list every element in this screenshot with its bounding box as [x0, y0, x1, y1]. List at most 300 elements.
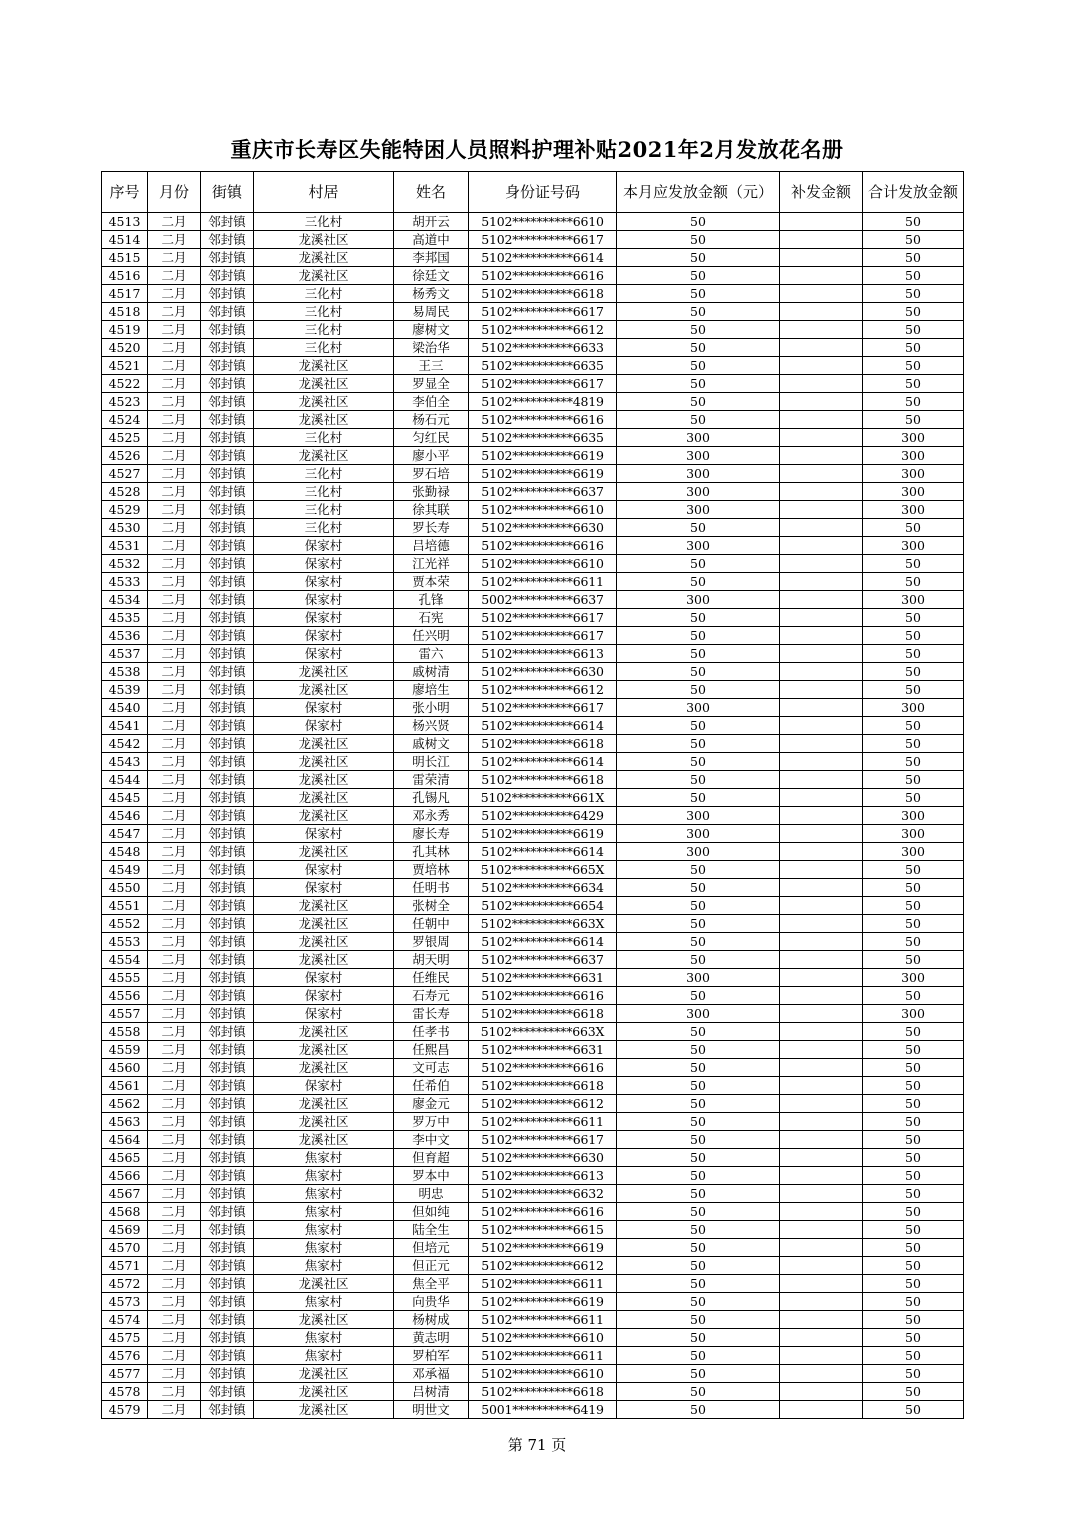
table-row [102, 411, 964, 429]
village-cell: 保家村 [254, 555, 394, 573]
total-amount-cell: 50 [863, 897, 964, 915]
village-cell: 三化村 [254, 501, 394, 519]
month-cell: 二月 [148, 393, 201, 411]
monthly-amount-cell: 50 [617, 1347, 780, 1365]
total-amount-cell: 50 [863, 1167, 964, 1185]
supplement-amount-cell [780, 789, 863, 807]
table-row [102, 1095, 964, 1113]
table-row [102, 1257, 964, 1275]
village-cell: 保家村 [254, 609, 394, 627]
monthly-amount-cell: 300 [617, 537, 780, 555]
serial-number-cell: 4572 [102, 1275, 148, 1293]
monthly-amount-cell: 50 [617, 897, 780, 915]
town-cell: 邻封镇 [201, 1311, 254, 1329]
village-cell: 保家村 [254, 591, 394, 609]
monthly-amount-cell: 50 [617, 573, 780, 591]
column-header: 街镇 [201, 172, 254, 213]
serial-number-cell: 4536 [102, 627, 148, 645]
table-row [102, 789, 964, 807]
supplement-amount-cell [780, 357, 863, 375]
total-amount-cell: 50 [863, 663, 964, 681]
month-cell: 二月 [148, 519, 201, 537]
village-cell: 焦家村 [254, 1149, 394, 1167]
monthly-amount-cell: 50 [617, 1167, 780, 1185]
village-cell: 保家村 [254, 645, 394, 663]
total-amount-cell: 300 [863, 969, 964, 987]
village-cell: 龙溪社区 [254, 771, 394, 789]
village-cell: 保家村 [254, 699, 394, 717]
village-cell: 焦家村 [254, 1221, 394, 1239]
name-cell: 邓承福 [394, 1365, 469, 1383]
supplement-amount-cell [780, 303, 863, 321]
serial-number-cell: 4570 [102, 1239, 148, 1257]
total-amount-cell: 50 [863, 285, 964, 303]
total-amount-cell: 50 [863, 1077, 964, 1095]
month-cell: 二月 [148, 339, 201, 357]
month-cell: 二月 [148, 429, 201, 447]
monthly-amount-cell: 50 [617, 1185, 780, 1203]
monthly-amount-cell: 50 [617, 1257, 780, 1275]
month-cell: 二月 [148, 1239, 201, 1257]
month-cell: 二月 [148, 213, 201, 231]
supplement-amount-cell [780, 501, 863, 519]
monthly-amount-cell: 50 [617, 231, 780, 249]
supplement-amount-cell [780, 1257, 863, 1275]
id-number-cell: 5102**********6631 [469, 1041, 617, 1059]
town-cell: 邻封镇 [201, 1239, 254, 1257]
total-amount-cell: 50 [863, 375, 964, 393]
monthly-amount-cell: 50 [617, 1041, 780, 1059]
supplement-amount-cell [780, 1329, 863, 1347]
serial-number-cell: 4544 [102, 771, 148, 789]
month-cell: 二月 [148, 591, 201, 609]
serial-number-cell: 4577 [102, 1365, 148, 1383]
id-number-cell: 5102**********6618 [469, 1077, 617, 1095]
town-cell: 邻封镇 [201, 1293, 254, 1311]
table-body [102, 213, 964, 1419]
table-row [102, 645, 964, 663]
id-number-cell: 5102**********6614 [469, 933, 617, 951]
name-cell: 廖树文 [394, 321, 469, 339]
town-cell: 邻封镇 [201, 645, 254, 663]
table-row [102, 1059, 964, 1077]
supplement-amount-cell [780, 339, 863, 357]
month-cell: 二月 [148, 735, 201, 753]
town-cell: 邻封镇 [201, 789, 254, 807]
table-row [102, 1203, 964, 1221]
supplement-amount-cell [780, 1005, 863, 1023]
id-number-cell: 5102**********6612 [469, 681, 617, 699]
supplement-amount-cell [780, 1311, 863, 1329]
id-number-cell: 5102**********6612 [469, 321, 617, 339]
name-cell: 徐廷文 [394, 267, 469, 285]
id-number-cell: 5102**********663X [469, 1023, 617, 1041]
table-row [102, 339, 964, 357]
table-row [102, 771, 964, 789]
name-cell: 罗显全 [394, 375, 469, 393]
serial-number-cell: 4562 [102, 1095, 148, 1113]
serial-number-cell: 4567 [102, 1185, 148, 1203]
month-cell: 二月 [148, 1275, 201, 1293]
town-cell: 邻封镇 [201, 555, 254, 573]
monthly-amount-cell: 50 [617, 1383, 780, 1401]
table-row [102, 1221, 964, 1239]
id-number-cell: 5102**********6618 [469, 1383, 617, 1401]
monthly-amount-cell: 50 [617, 411, 780, 429]
village-cell: 龙溪社区 [254, 447, 394, 465]
month-cell: 二月 [148, 627, 201, 645]
town-cell: 邻封镇 [201, 447, 254, 465]
month-cell: 二月 [148, 1077, 201, 1095]
village-cell: 保家村 [254, 879, 394, 897]
total-amount-cell: 50 [863, 267, 964, 285]
table-row [102, 861, 964, 879]
table-row [102, 249, 964, 267]
town-cell: 邻封镇 [201, 735, 254, 753]
month-cell: 二月 [148, 1293, 201, 1311]
town-cell: 邻封镇 [201, 1149, 254, 1167]
total-amount-cell: 50 [863, 1329, 964, 1347]
month-cell: 二月 [148, 483, 201, 501]
column-header: 补发金额 [780, 172, 863, 213]
month-cell: 二月 [148, 1329, 201, 1347]
name-cell: 廖小平 [394, 447, 469, 465]
village-cell: 焦家村 [254, 1185, 394, 1203]
total-amount-cell: 300 [863, 843, 964, 861]
monthly-amount-cell: 50 [617, 519, 780, 537]
id-number-cell: 5102**********6614 [469, 717, 617, 735]
table-row [102, 1275, 964, 1293]
serial-number-cell: 4532 [102, 555, 148, 573]
name-cell: 任兴明 [394, 627, 469, 645]
serial-number-cell: 4558 [102, 1023, 148, 1041]
serial-number-cell: 4522 [102, 375, 148, 393]
id-number-cell: 5102**********6610 [469, 555, 617, 573]
serial-number-cell: 4535 [102, 609, 148, 627]
supplement-amount-cell [780, 1185, 863, 1203]
monthly-amount-cell: 50 [617, 357, 780, 375]
supplement-amount-cell [780, 591, 863, 609]
town-cell: 邻封镇 [201, 1095, 254, 1113]
total-amount-cell: 50 [863, 1293, 964, 1311]
monthly-amount-cell: 50 [617, 555, 780, 573]
month-cell: 二月 [148, 537, 201, 555]
name-cell: 任孝书 [394, 1023, 469, 1041]
supplement-amount-cell [780, 717, 863, 735]
supplement-amount-cell [780, 483, 863, 501]
village-cell: 龙溪社区 [254, 1131, 394, 1149]
month-cell: 二月 [148, 1059, 201, 1077]
village-cell: 龙溪社区 [254, 249, 394, 267]
column-header: 序号 [102, 172, 148, 213]
id-number-cell: 5102**********6637 [469, 951, 617, 969]
total-amount-cell: 50 [863, 1041, 964, 1059]
town-cell: 邻封镇 [201, 321, 254, 339]
name-cell: 孔锋 [394, 591, 469, 609]
month-cell: 二月 [148, 249, 201, 267]
id-number-cell: 5102**********6619 [469, 447, 617, 465]
month-cell: 二月 [148, 447, 201, 465]
serial-number-cell: 4516 [102, 267, 148, 285]
village-cell: 三化村 [254, 303, 394, 321]
total-amount-cell: 300 [863, 699, 964, 717]
id-number-cell: 5102**********6630 [469, 663, 617, 681]
name-cell: 罗石培 [394, 465, 469, 483]
total-amount-cell: 50 [863, 1275, 964, 1293]
serial-number-cell: 4520 [102, 339, 148, 357]
monthly-amount-cell: 50 [617, 375, 780, 393]
name-cell: 但培元 [394, 1239, 469, 1257]
monthly-amount-cell: 300 [617, 447, 780, 465]
table-row [102, 609, 964, 627]
serial-number-cell: 4550 [102, 879, 148, 897]
total-amount-cell: 50 [863, 1239, 964, 1257]
total-amount-cell: 50 [863, 411, 964, 429]
town-cell: 邻封镇 [201, 375, 254, 393]
page-number: 第 71 页 [507, 1436, 567, 1454]
table-row [102, 1041, 964, 1059]
monthly-amount-cell: 50 [617, 1203, 780, 1221]
town-cell: 邻封镇 [201, 951, 254, 969]
serial-number-cell: 4513 [102, 213, 148, 231]
town-cell: 邻封镇 [201, 1275, 254, 1293]
name-cell: 罗长寿 [394, 519, 469, 537]
serial-number-cell: 4534 [102, 591, 148, 609]
monthly-amount-cell: 50 [617, 1023, 780, 1041]
name-cell: 任维民 [394, 969, 469, 987]
town-cell: 邻封镇 [201, 429, 254, 447]
supplement-amount-cell [780, 1365, 863, 1383]
village-cell: 三化村 [254, 285, 394, 303]
town-cell: 邻封镇 [201, 501, 254, 519]
month-cell: 二月 [148, 843, 201, 861]
id-number-cell: 5102**********6630 [469, 519, 617, 537]
name-cell: 张勤禄 [394, 483, 469, 501]
village-cell: 龙溪社区 [254, 807, 394, 825]
id-number-cell: 5102**********6612 [469, 1257, 617, 1275]
month-cell: 二月 [148, 1005, 201, 1023]
village-cell: 龙溪社区 [254, 1023, 394, 1041]
column-header: 身份证号码 [469, 172, 617, 213]
town-cell: 邻封镇 [201, 519, 254, 537]
name-cell: 江光祥 [394, 555, 469, 573]
village-cell: 保家村 [254, 861, 394, 879]
serial-number-cell: 4542 [102, 735, 148, 753]
total-amount-cell: 50 [863, 645, 964, 663]
name-cell: 戚树文 [394, 735, 469, 753]
id-number-cell: 5102**********6635 [469, 429, 617, 447]
column-header: 村居 [254, 172, 394, 213]
total-amount-cell: 50 [863, 231, 964, 249]
monthly-amount-cell: 50 [617, 1149, 780, 1167]
monthly-amount-cell: 50 [617, 249, 780, 267]
column-header: 本月应发放金额（元） [617, 172, 780, 213]
village-cell: 三化村 [254, 465, 394, 483]
village-cell: 焦家村 [254, 1329, 394, 1347]
month-cell: 二月 [148, 1185, 201, 1203]
town-cell: 邻封镇 [201, 663, 254, 681]
town-cell: 邻封镇 [201, 249, 254, 267]
column-header: 月份 [148, 172, 201, 213]
name-cell: 杨树成 [394, 1311, 469, 1329]
id-number-cell: 5102**********6610 [469, 501, 617, 519]
month-cell: 二月 [148, 753, 201, 771]
total-amount-cell: 300 [863, 825, 964, 843]
village-cell: 焦家村 [254, 1347, 394, 1365]
month-cell: 二月 [148, 1131, 201, 1149]
id-number-cell: 5102**********6611 [469, 1275, 617, 1293]
village-cell: 龙溪社区 [254, 411, 394, 429]
table-row [102, 285, 964, 303]
monthly-amount-cell: 50 [617, 1077, 780, 1095]
month-cell: 二月 [148, 645, 201, 663]
id-number-cell: 5102**********6614 [469, 249, 617, 267]
serial-number-cell: 4537 [102, 645, 148, 663]
supplement-amount-cell [780, 429, 863, 447]
table-row [102, 987, 964, 1005]
roster-table [101, 171, 964, 1419]
name-cell: 雷六 [394, 645, 469, 663]
table-row [102, 825, 964, 843]
supplement-amount-cell [780, 537, 863, 555]
serial-number-cell: 4576 [102, 1347, 148, 1365]
month-cell: 二月 [148, 933, 201, 951]
village-cell: 焦家村 [254, 1293, 394, 1311]
name-cell: 罗本中 [394, 1167, 469, 1185]
serial-number-cell: 4538 [102, 663, 148, 681]
id-number-cell: 5102**********6615 [469, 1221, 617, 1239]
month-cell: 二月 [148, 231, 201, 249]
total-amount-cell: 300 [863, 591, 964, 609]
supplement-amount-cell [780, 1293, 863, 1311]
month-cell: 二月 [148, 1041, 201, 1059]
name-cell: 戚树清 [394, 663, 469, 681]
town-cell: 邻封镇 [201, 465, 254, 483]
id-number-cell: 5102**********4819 [469, 393, 617, 411]
serial-number-cell: 4573 [102, 1293, 148, 1311]
serial-number-cell: 4523 [102, 393, 148, 411]
supplement-amount-cell [780, 681, 863, 699]
total-amount-cell: 50 [863, 1023, 964, 1041]
monthly-amount-cell: 50 [617, 1221, 780, 1239]
table-row [102, 1131, 964, 1149]
supplement-amount-cell [780, 771, 863, 789]
month-cell: 二月 [148, 699, 201, 717]
monthly-amount-cell: 50 [617, 1275, 780, 1293]
id-number-cell: 5102**********6610 [469, 1365, 617, 1383]
monthly-amount-cell: 50 [617, 861, 780, 879]
town-cell: 邻封镇 [201, 1329, 254, 1347]
village-cell: 保家村 [254, 825, 394, 843]
serial-number-cell: 4571 [102, 1257, 148, 1275]
name-cell: 吕树清 [394, 1383, 469, 1401]
name-cell: 邓永秀 [394, 807, 469, 825]
month-cell: 二月 [148, 321, 201, 339]
supplement-amount-cell [780, 933, 863, 951]
supplement-amount-cell [780, 843, 863, 861]
total-amount-cell: 50 [863, 861, 964, 879]
total-amount-cell: 50 [863, 357, 964, 375]
monthly-amount-cell: 300 [617, 699, 780, 717]
monthly-amount-cell: 300 [617, 807, 780, 825]
supplement-amount-cell [780, 375, 863, 393]
town-cell: 邻封镇 [201, 483, 254, 501]
id-number-cell: 5102**********6613 [469, 1167, 617, 1185]
month-cell: 二月 [148, 357, 201, 375]
total-amount-cell: 50 [863, 303, 964, 321]
monthly-amount-cell: 50 [617, 987, 780, 1005]
total-amount-cell: 50 [863, 1095, 964, 1113]
supplement-amount-cell [780, 1131, 863, 1149]
table-row [102, 879, 964, 897]
total-amount-cell: 50 [863, 1185, 964, 1203]
id-number-cell: 5102**********6619 [469, 465, 617, 483]
town-cell: 邻封镇 [201, 1185, 254, 1203]
name-cell: 廖长寿 [394, 825, 469, 843]
name-cell: 罗万中 [394, 1113, 469, 1131]
supplement-amount-cell [780, 897, 863, 915]
month-cell: 二月 [148, 987, 201, 1005]
name-cell: 吕培德 [394, 537, 469, 555]
supplement-amount-cell [780, 879, 863, 897]
table-row [102, 267, 964, 285]
id-number-cell: 5102**********6617 [469, 699, 617, 717]
name-cell: 但正元 [394, 1257, 469, 1275]
total-amount-cell: 50 [863, 1059, 964, 1077]
supplement-amount-cell [780, 1095, 863, 1113]
id-number-cell: 5102**********6616 [469, 1203, 617, 1221]
town-cell: 邻封镇 [201, 573, 254, 591]
name-cell: 文可志 [394, 1059, 469, 1077]
id-number-cell: 5102**********6611 [469, 1347, 617, 1365]
village-cell: 保家村 [254, 573, 394, 591]
total-amount-cell: 50 [863, 1347, 964, 1365]
total-amount-cell: 50 [863, 573, 964, 591]
village-cell: 龙溪社区 [254, 1311, 394, 1329]
total-amount-cell: 50 [863, 1401, 964, 1419]
month-cell: 二月 [148, 1203, 201, 1221]
village-cell: 焦家村 [254, 1203, 394, 1221]
month-cell: 二月 [148, 789, 201, 807]
id-number-cell: 5102**********6611 [469, 573, 617, 591]
monthly-amount-cell: 50 [617, 1365, 780, 1383]
id-number-cell: 5102**********6616 [469, 267, 617, 285]
total-amount-cell: 50 [863, 789, 964, 807]
name-cell: 任朝中 [394, 915, 469, 933]
total-amount-cell: 50 [863, 1113, 964, 1131]
town-cell: 邻封镇 [201, 1059, 254, 1077]
name-cell: 匀红民 [394, 429, 469, 447]
total-amount-cell: 50 [863, 213, 964, 231]
table-row [102, 897, 964, 915]
monthly-amount-cell: 50 [617, 393, 780, 411]
id-number-cell: 5102**********6617 [469, 609, 617, 627]
supplement-amount-cell [780, 555, 863, 573]
town-cell: 邻封镇 [201, 267, 254, 285]
table-header-row [102, 172, 964, 213]
name-cell: 杨秀文 [394, 285, 469, 303]
name-cell: 向贵华 [394, 1293, 469, 1311]
total-amount-cell: 50 [863, 519, 964, 537]
total-amount-cell: 50 [863, 339, 964, 357]
table-row [102, 537, 964, 555]
supplement-amount-cell [780, 1275, 863, 1293]
serial-number-cell: 4557 [102, 1005, 148, 1023]
supplement-amount-cell [780, 393, 863, 411]
month-cell: 二月 [148, 1383, 201, 1401]
town-cell: 邻封镇 [201, 987, 254, 1005]
village-cell: 龙溪社区 [254, 375, 394, 393]
